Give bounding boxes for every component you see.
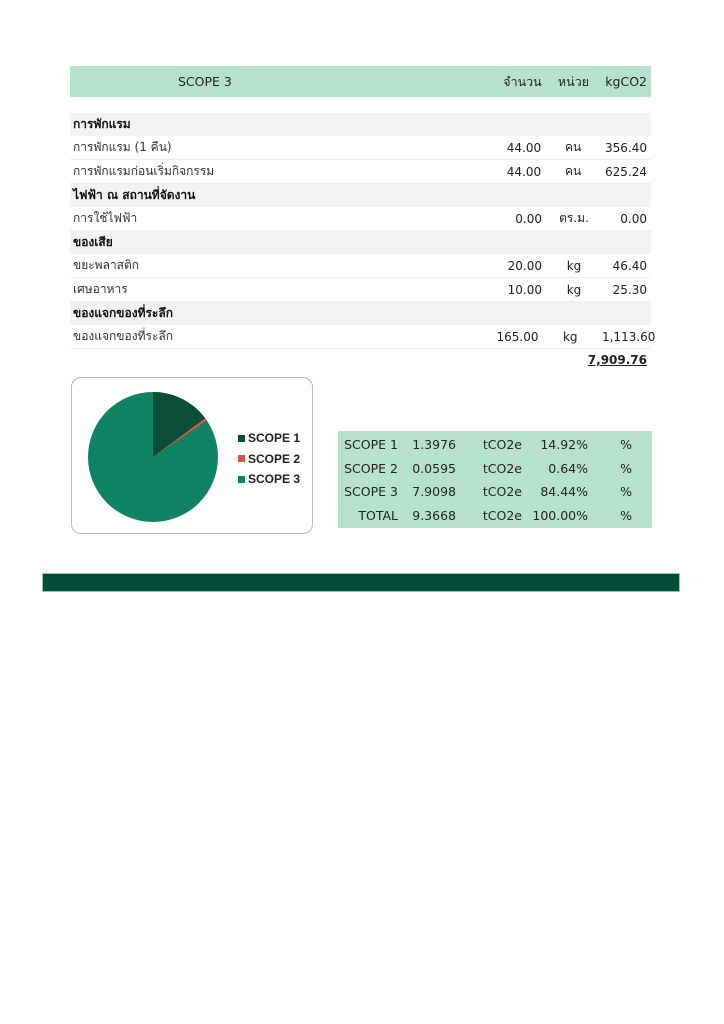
scope3-table [70, 66, 656, 371]
table-row: ขยะพลาสติก 20.00 kg 46.40 [70, 254, 651, 278]
legend-swatch-icon [238, 455, 245, 462]
category-row: ของเสีย [70, 231, 651, 254]
scope-summary-table [338, 431, 652, 528]
table-row: เศษอาหาร 10.00 kg 25.30 [70, 278, 651, 302]
category-row: การพักแรม [70, 113, 651, 136]
table-row: การใช้ไฟฟ้า 0.00 ตร.ม. 0.00 [70, 207, 651, 231]
total-row [70, 349, 651, 371]
table-row: ของแจกของที่ระลึก 165.00 kg 1,113.60 [70, 325, 651, 349]
table-row: การพักแรมก่อนเริ่มกิจกรรม 44.00 คน 625.24 [70, 160, 651, 184]
legend-item: SCOPE 3 [238, 469, 300, 490]
header-title: SCOPE 3 [178, 74, 232, 89]
summary-row: SCOPE 3 7.9098 tCO2e 84.44% % [344, 484, 632, 500]
pie-chart [71, 377, 313, 534]
summary-row: SCOPE 2 0.0595 tCO2e 0.64% % [344, 460, 632, 476]
table-header [70, 66, 651, 97]
pie-graphic [86, 390, 220, 524]
total-value: 7,909.76 [587, 353, 647, 367]
legend-swatch-icon [238, 435, 245, 442]
legend-item: SCOPE 2 [238, 449, 300, 470]
table-row: การพักแรม (1 คืน) 44.00 คน 356.40 [70, 136, 651, 160]
footer-bar [42, 573, 680, 592]
chart-legend [238, 428, 300, 490]
header-co2: kgCO2 [605, 74, 647, 89]
category-row: ไฟฟ้า ณ สถานที่จัดงาน [70, 184, 651, 207]
category-row: ของแจกของที่ระลึก [70, 302, 651, 325]
summary-row: SCOPE 1 1.3976 tCO2e 14.92% % [344, 437, 632, 453]
summary-total-row: TOTAL 9.3668 tCO2e 100.00% % [358, 507, 632, 523]
legend-swatch-icon [238, 476, 245, 483]
legend-item: SCOPE 1 [238, 428, 300, 449]
header-qty: จำนวน [503, 73, 542, 89]
header-unit: หน่วย [557, 73, 590, 89]
